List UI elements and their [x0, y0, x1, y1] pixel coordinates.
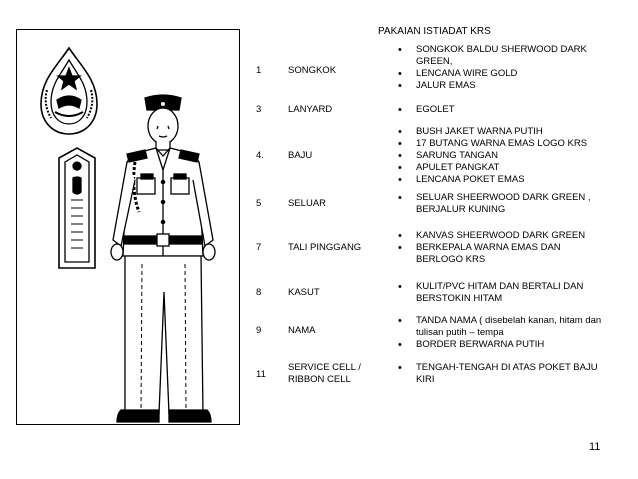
row-label: LANYARD: [288, 104, 333, 115]
list-item: • KULIT/PVC HITAM DAN BERTALI DAN BERSTOKIN HITAM: [396, 281, 611, 305]
list-item: • TENGAH-TENGAH DI ATAS POKET BAJU KIRI: [396, 362, 616, 386]
officer-figure-icon: [111, 95, 215, 422]
item-list: [396, 192, 611, 216]
row-number: 9: [256, 325, 262, 336]
item-list: [396, 104, 611, 116]
list-item: • LENCANA POKET EMAS: [396, 174, 611, 186]
list-item: • 17 BUTANG WARNA EMAS LOGO KRS: [396, 138, 611, 150]
row-number: 7: [256, 242, 262, 253]
uniform-figure-drawing: [17, 30, 241, 426]
krs-emblem-icon: [41, 48, 97, 134]
row-label: SONGKOK: [288, 65, 337, 76]
row-number: 11: [256, 369, 266, 380]
list-item: • BERKEPALA WARNA EMAS DAN BERLOGO KRS: [396, 242, 586, 266]
page-number: 11: [589, 441, 601, 453]
list-item: • SELUAR SHEERWOOD DARK GREEN , BERJALUR KUNING: [396, 192, 606, 216]
item-list: [396, 126, 611, 186]
list-item: • SARUNG TANGAN: [396, 150, 611, 162]
item-list: [396, 230, 611, 266]
item-list: [396, 281, 611, 305]
row-label: TALI PINGGANG: [288, 242, 362, 253]
list-item: • TANDA NAMA ( disebelah kanan, hitam dan tulisan putih – tempa: [396, 315, 616, 339]
page-title: PAKAIAN ISTIADAT KRS: [378, 26, 491, 37]
list-item: • APULET PANGKAT: [396, 162, 611, 174]
row-label: NAMA: [288, 325, 316, 336]
list-item: • SONGKOK BALDU SHERWOOD DARK GREEN,: [396, 44, 596, 68]
list-item: • JALUR EMAS: [396, 80, 611, 92]
row-label: KASUT: [288, 287, 320, 298]
item-list: [396, 362, 611, 386]
list-item: • KANVAS SHEERWOOD DARK GREEN: [396, 230, 611, 242]
list-item: • BORDER BERWARNA PUTIH: [396, 339, 611, 351]
row-number: 4.: [256, 150, 264, 161]
row-number: 8: [256, 287, 262, 298]
row-number: 5: [256, 198, 262, 209]
row-number: 3: [256, 104, 262, 115]
item-list: [396, 315, 611, 351]
uniform-illustration: [16, 29, 240, 425]
row-number: 1: [256, 65, 262, 76]
epaulette-icon: [59, 148, 95, 268]
row-label: SELUAR: [288, 198, 327, 209]
list-item: • LENCANA WIRE GOLD: [396, 68, 611, 80]
list-item: • EGOLET: [396, 104, 611, 116]
list-item: • BUSH JAKET WARNA PUTIH: [396, 126, 611, 138]
row-label: BAJU: [288, 150, 313, 161]
row-label: SERVICE CELL / RIBBON CELL: [288, 362, 361, 385]
item-list: [396, 44, 611, 92]
